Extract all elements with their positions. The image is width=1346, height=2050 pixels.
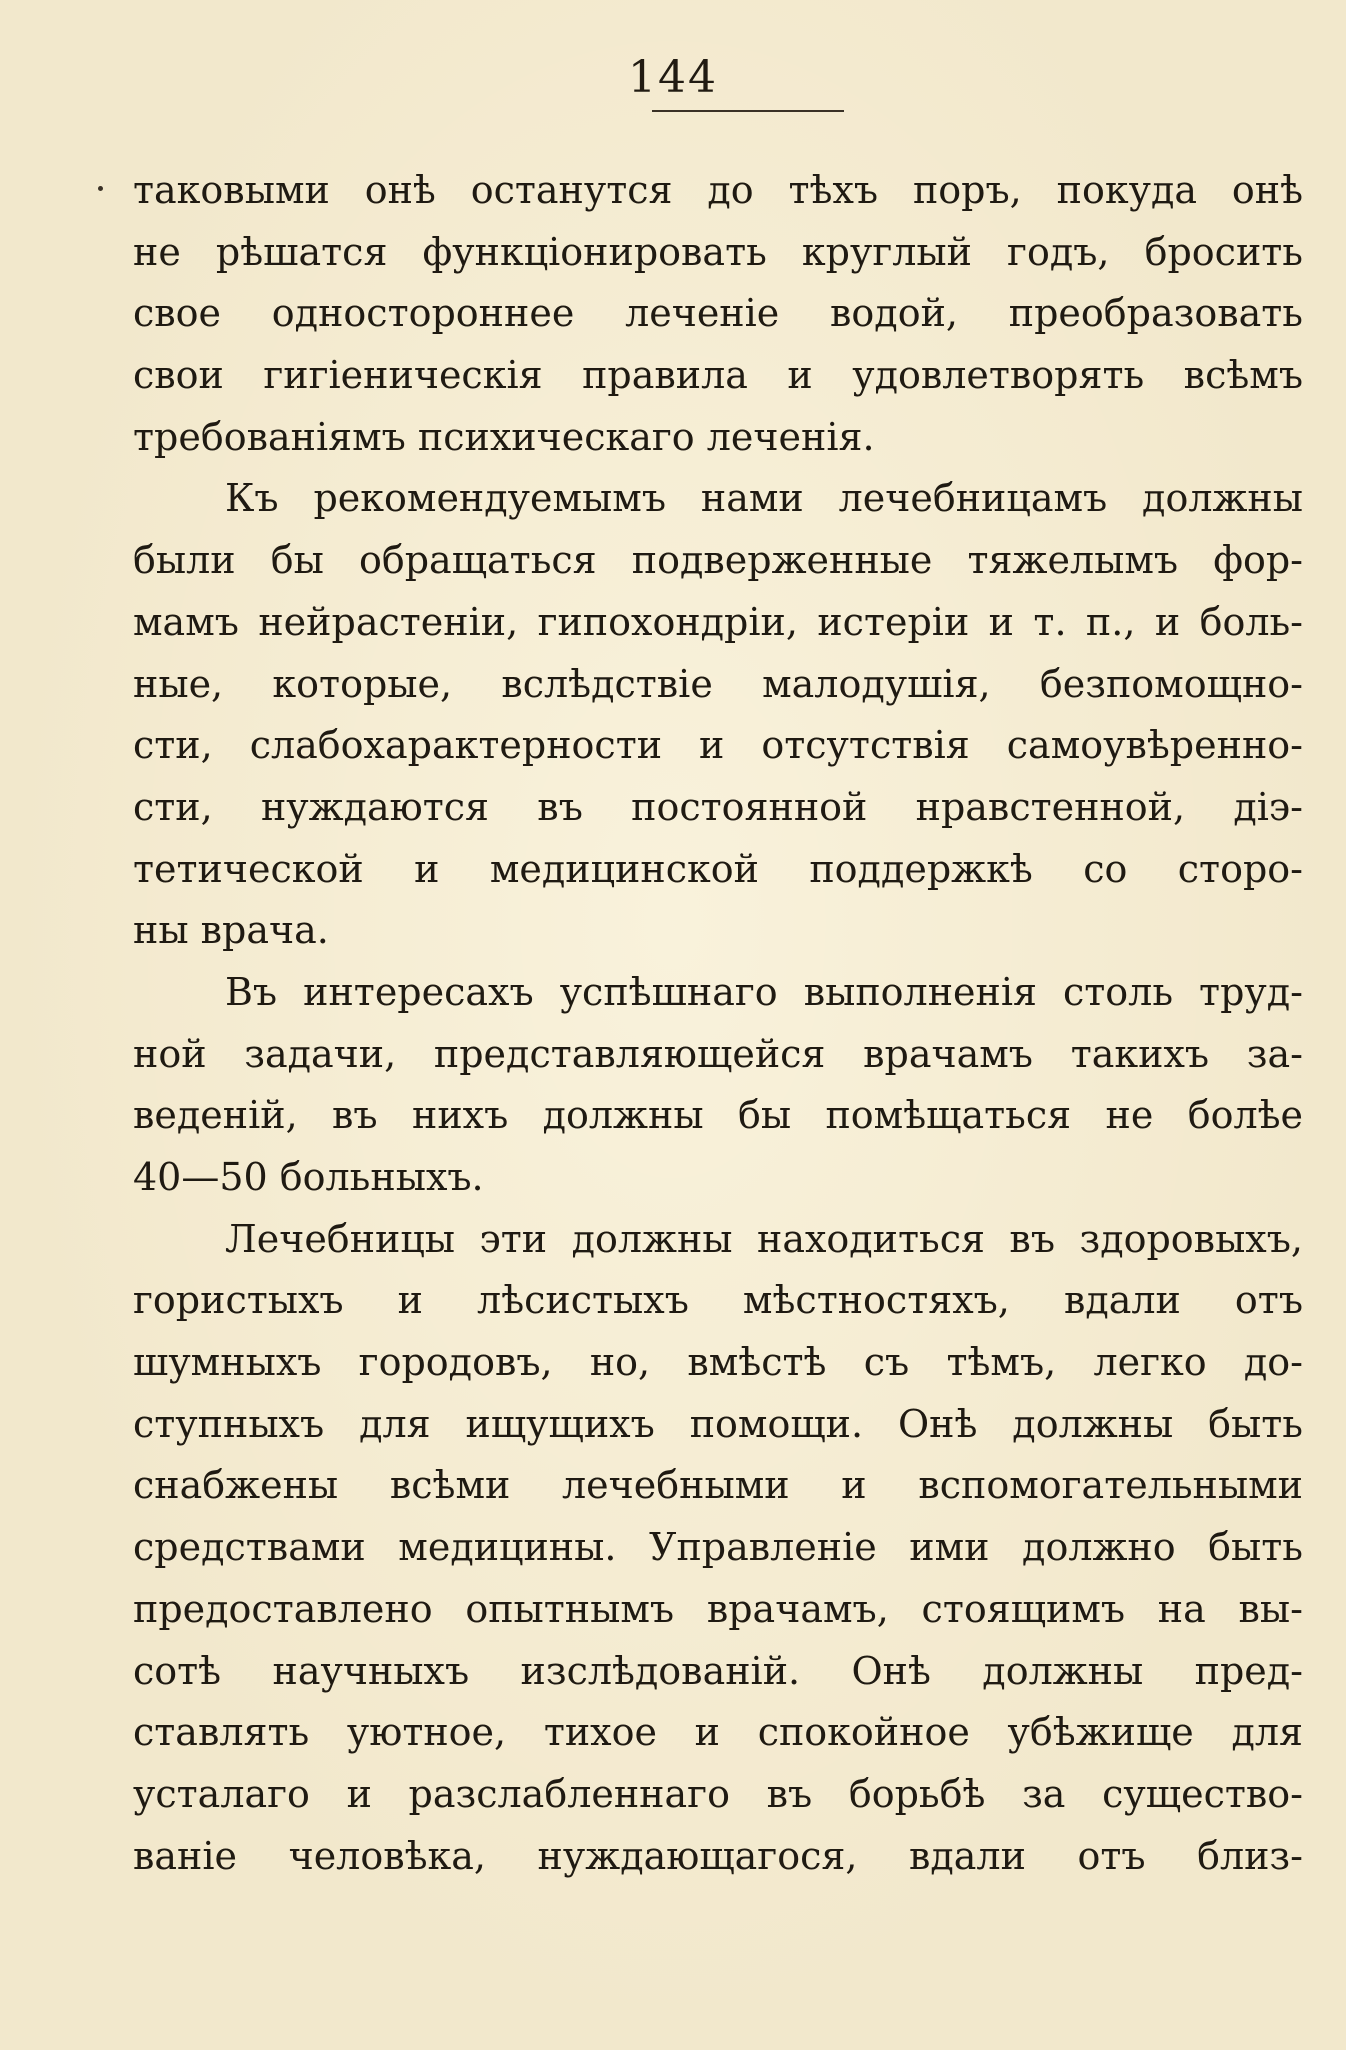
text-line: Въ интересахъ успѣшнаго выполненія столь труд- bbox=[225, 969, 1303, 1014]
text-line: сти, слабохарактерности и отсутствія самоувѣренно- bbox=[133, 723, 1303, 768]
text-line: Лечебницы эти должны находиться въ здоровыхъ, bbox=[225, 1216, 1303, 1261]
text-line: веденій, въ нихъ должны бы помѣщаться не болѣе bbox=[133, 1093, 1303, 1138]
text-line: таковыми онѣ останутся до тѣхъ поръ, покуда онѣ bbox=[133, 168, 1303, 212]
text-line: свои гигіеническія правила и удовлетворять всѣмъ bbox=[133, 353, 1303, 398]
text-line: ставлять уютное, тихое и спокойное убѣжище для bbox=[133, 1710, 1303, 1755]
text-line: усталаго и разслабленнаго въ борьбѣ за существо- bbox=[133, 1771, 1303, 1816]
paragraph-2 bbox=[133, 468, 1303, 962]
text-line: свое одностороннее леченіе водой, преобразовать bbox=[133, 291, 1303, 336]
text-line: ваніе человѣка, нуждающагося, вдали отъ близ- bbox=[133, 1833, 1303, 1878]
text-line: гористыхъ и лѣсистыхъ мѣстностяхъ, вдали отъ bbox=[133, 1278, 1303, 1323]
text-line: сти, нуждаются въ постоянной нравстенной, діэ- bbox=[133, 784, 1303, 829]
paragraph-4 bbox=[133, 1209, 1303, 1888]
text-line: сотѣ научныхъ изслѣдованій. Онѣ должны пред- bbox=[133, 1648, 1303, 1693]
text-line: шумныхъ городовъ, но, вмѣстѣ съ тѣмъ, легко до- bbox=[133, 1340, 1303, 1385]
margin-mark bbox=[98, 186, 103, 191]
text-line: Къ рекомендуемымъ нами лечебницамъ должны bbox=[225, 476, 1303, 521]
text-line: ны врача. bbox=[133, 908, 329, 953]
text-line: были бы обращаться подверженные тяжелымъ фор- bbox=[133, 538, 1303, 583]
text-line: предоставлено опытнымъ врачамъ, стоящимъ на вы- bbox=[133, 1586, 1303, 1631]
text-line: не рѣшатся функціонировать круглый годъ, бросить bbox=[133, 229, 1303, 274]
page-number: 144 bbox=[628, 52, 718, 103]
body-text bbox=[133, 160, 1303, 1887]
header-rule bbox=[652, 110, 844, 112]
text-line: тетической и медицинской поддержкѣ со сторо- bbox=[133, 846, 1303, 891]
text-line: снабжены всѣми лечебными и вспомогательными bbox=[133, 1463, 1303, 1508]
text-line: требованіямъ психическаго леченія. bbox=[133, 414, 875, 459]
text-line: мамъ нейрастеніи, гипохондріи, истеріи и т. п., и боль- bbox=[133, 599, 1303, 644]
text-line: средствами медицины. Управленіе ими должно быть bbox=[133, 1525, 1303, 1570]
paragraph-3 bbox=[133, 962, 1303, 1209]
text-line: ной задачи, представляющейся врачамъ такихъ за- bbox=[133, 1031, 1303, 1076]
paragraph-1 bbox=[133, 160, 1303, 468]
text-line: 40—50 больныхъ. bbox=[133, 1155, 484, 1199]
text-line: ные, которые, вслѣдствіе малодушія, безпомощно- bbox=[133, 661, 1303, 706]
text-line: ступныхъ для ищущихъ помощи. Онѣ должны быть bbox=[133, 1401, 1303, 1446]
